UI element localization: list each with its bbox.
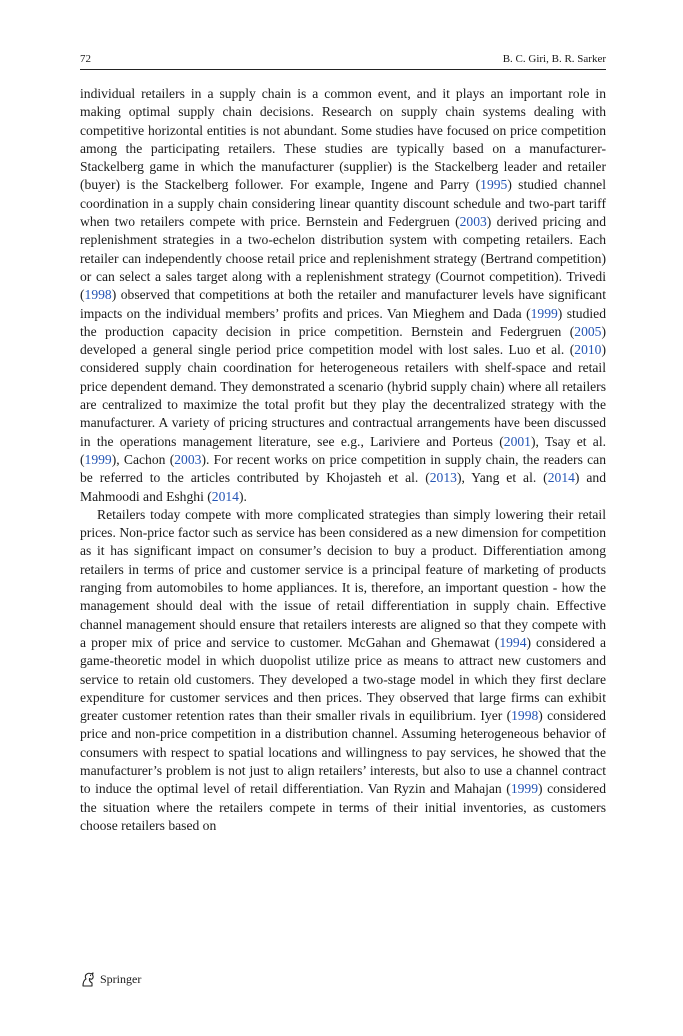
citation-year-link[interactable]: 1999 xyxy=(84,451,112,467)
springer-horse-icon xyxy=(80,972,96,987)
running-header-authors: B. C. Giri, B. R. Sarker xyxy=(502,53,606,65)
citation-year-link[interactable]: 1998 xyxy=(84,287,112,303)
citation-year-link[interactable]: 2003 xyxy=(174,451,202,467)
citation-year-link[interactable]: 2014 xyxy=(211,488,239,504)
text-run: individual retailers in a supply chain is a common event, and it plays an important role in making optimal supply chain decisions. Research on supply chain systems dealing with competitive horizontal entities is not abundant. Some studies have focused on price competition among the participating retailers. These studies are typically based on a manufacturer-Stackelberg game in which the manufacturer (supplier) is the Stackelberg leader and retailer (buyer) is the Stackelberg follower. For example, Ingene and Parry ( xyxy=(80,86,606,193)
page-number: 72 xyxy=(80,53,91,65)
paragraph-2 xyxy=(80,506,606,835)
text-run: ) considered price and non-price competition in a distribution channel. Assuming heterogeneous behavior of consumers with respect to spatial locations and willingness to pay services, he showed that the manufacturer’s problem is not just to align retailers’ interests, but also to use a channel contract to induce the optimal level of retail differentiation. Van Ryzin and Mahajan ( xyxy=(80,708,606,797)
text-run: ), Cachon ( xyxy=(111,451,175,467)
citation-year-link[interactable]: 2013 xyxy=(429,470,457,486)
citation-year-link[interactable]: 2003 xyxy=(459,214,487,230)
citation-year-link[interactable]: 2010 xyxy=(574,342,602,358)
text-run: ). For recent works on price competition in supply chain, the readers can be referred to the articles contributed by Khojasteh et al. ( xyxy=(80,451,607,486)
publisher-name: Springer xyxy=(100,972,142,986)
text-run: ) considered a game-theoretic model in which duopolist utilize price as means to attract new customers and service to retain old customers. They developed a two-stage model in which they first declare expenditure for customer services and then prices. They observed that large firms can exhibit greater customer retention rates than their smaller rivals in equilibrium. Iyer ( xyxy=(80,634,607,724)
text-run: ) considered supply chain coordination for heterogeneous retailers with shelf-space and retail price dependent demand. They demonstrated a scenario (hybrid supply chain) where all retailers are centralized to maximize the total profit but they play the decentralized strategy with the manufacturer. A variety of pricing structures and contractual arrangements have been discussed in the operations management literature, see e.g., Lariviere and Porteus ( xyxy=(80,342,606,449)
running-header xyxy=(80,51,606,70)
text-run: ) and Mahmoodi and Eshghi ( xyxy=(80,470,606,504)
citation-year-link[interactable]: 1999 xyxy=(530,305,558,321)
citation-year-link[interactable]: 1995 xyxy=(480,177,508,193)
citation-year-link[interactable]: 1998 xyxy=(511,708,539,724)
text-run: ) considered the situation where the retailers compete in terms of their initial inventories, as customers choose retailers based on xyxy=(80,781,606,833)
footer xyxy=(80,972,141,987)
text-run: ), Tsay et al. ( xyxy=(80,433,607,467)
citation-year-link[interactable]: 2001 xyxy=(503,433,531,449)
text-run: ), Yang et al. ( xyxy=(456,470,548,486)
body-text xyxy=(80,85,606,835)
citation-year-link[interactable]: 2005 xyxy=(574,323,602,339)
text-run: Retailers today compete with more complicated strategies than simply lowering their retail prices. Non-price factor such as service has been considered as a new dimension for competition as it has significant impact on consumer’s decision to buy a product. Differentiation among retailers in terms of price and customer service is a principal feature of marketing of products ranging from automobiles to home appliances. It is, therefore, an important question - how the management should deal with the issue of retail differentiation in supply chain. Effective channel management should ensure that retailers interests are aligned so that they compete with a proper mix of price and service to customer. McGahan and Ghemawat ( xyxy=(80,506,606,650)
citation-year-link[interactable]: 1999 xyxy=(510,781,539,797)
citation-year-link[interactable]: 1994 xyxy=(499,634,527,650)
text-run: ) derived pricing and replenishment strategies in a two-echelon distribution system with competing retailers. Each retailer can independently choose retail price and replenishment strategy (Bertrand competition) or can select a sales target along with a replenishment strategy (Cournot competition). Trivedi ( xyxy=(80,214,606,303)
paragraph-1 xyxy=(80,85,606,506)
text-run: ) studied channel coordination in a supply chain considering linear quantity discount schedule and two-part tariff when two retailers compete with price. Bernstein and Federgruen ( xyxy=(80,177,606,230)
text-run: ). xyxy=(238,488,247,504)
text-run: ) studied the production capacity decision in price competition. Bernstein and Federgruen ( xyxy=(80,305,606,339)
citation-year-link[interactable]: 2014 xyxy=(547,470,575,486)
text-run: ) developed a general single period price competition model with lost sales. Luo et al. ( xyxy=(80,323,606,358)
text-run: ) observed that competitions at both the retailer and manufacturer levels have significant impacts on the individual members’ profits and prices. Van Mieghem and Dada ( xyxy=(80,287,606,321)
